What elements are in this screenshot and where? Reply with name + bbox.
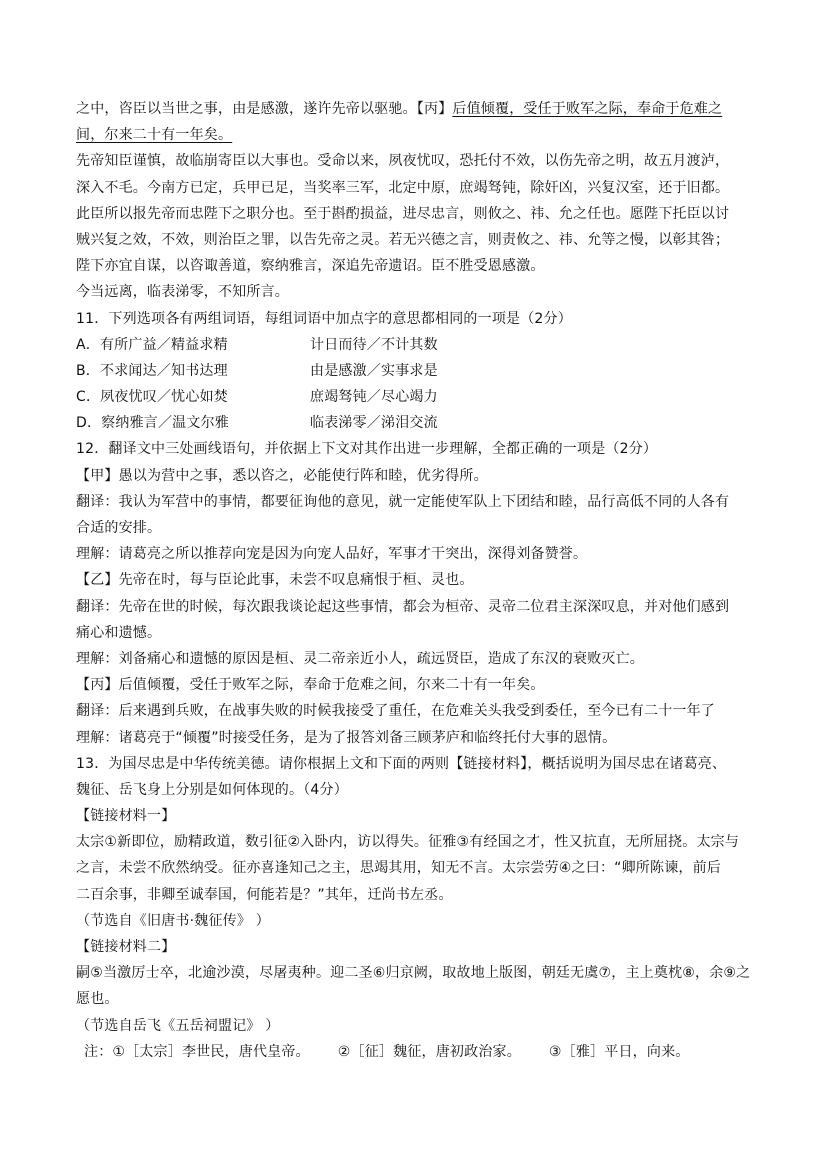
underlined-sentence: 间，尔来二十有一年矣。 xyxy=(76,127,233,144)
footnote-prefix: 注： xyxy=(84,1043,113,1060)
question-13-stem: 13．为国尽忠是中华传统美德。请你根据上文和下面的两则【链接材料】，概括说明为国尽忠在诸葛亮、 xyxy=(76,755,727,772)
translation-yi: 翻译：先帝在世的时候，每次跟我谈论起这些事情，都会为桓帝、灵帝二位君主深深叹息，并对他们感到 xyxy=(76,598,730,615)
material-1-line: 太宗①新即位，励精政道，数引征②入卧内，访以得失。征雅③有经国之才，性又抗直，无所屈挠。太宗与 xyxy=(76,834,740,851)
material-1-line: 之言，未尝不欣然纳受。征亦喜逢知己之主，思竭其用，知无不言。太宗尝劳④之曰：“卿所陈谏，前后 xyxy=(76,860,722,877)
document-page xyxy=(76,96,756,1065)
material-2-title: 【链接材料二】 xyxy=(76,939,176,955)
understanding-bing: 理解：诸葛亮于“倾覆”时接受任务，是为了报答刘备三顾茅庐和临终托付大事的恩情。 xyxy=(76,729,617,746)
passage-line: 陛下亦宜自谋，以咨诹善道，察纳雅言，深追先帝遗诏。臣不胜受恩感激。 xyxy=(76,258,545,275)
footnote-2: ②［征］魏征，唐初政治家。 xyxy=(337,1043,521,1060)
material-1-source: （节选自《旧唐书·魏征传》 ） xyxy=(76,912,270,929)
question-13-stem-cont: 魏征、岳飞身上分别是如何体现的。（4分） xyxy=(76,781,348,798)
understanding-yi: 理解：刘备痛心和遗憾的原因是桓、灵二帝亲近小人，疏远贤臣，造成了东汉的衰败灭亡。 xyxy=(76,650,644,667)
option-row xyxy=(76,384,756,410)
understanding-jia: 理解：请葛亮之所以推荐向宠是因为向宠人品好，军事才干突出，深得刘备赞誉。 xyxy=(76,546,588,563)
material-1-title: 【链接材料一】 xyxy=(76,808,176,825)
passage-line xyxy=(76,96,756,122)
option-row xyxy=(76,358,756,384)
option-c-left: C．夙夜忧叹／忧心如焚 xyxy=(76,389,228,406)
translation-jia: 翻译：我认为军营中的事情，都要征询他的意见，就一定能使军队上下团结和睦，品行高低不同的人各有 xyxy=(76,493,730,510)
passage-line: 今当远离，临表涕零，不知所言。 xyxy=(76,284,289,301)
option-b-right: 由是感激／实事求是 xyxy=(310,362,438,379)
material-1-line: 二百余事，非卿至诚奉国，何能若是？”其年，迁尚书左丞。 xyxy=(76,886,453,903)
translation-bing: 翻译：后来遇到兵败，在战事失败的时候我接受了重任，在危难关头我受到委任，至今已有二十一年了 xyxy=(76,703,715,720)
question-11-stem: 11．下列选项各有两组词语，每组词语中加点字的意思都相同的一项是（2分） xyxy=(76,310,572,327)
translation-yi-cont: 痛心和遗憾。 xyxy=(76,624,162,641)
sentence-bing: 【丙】后值倾覆，受任于败军之际，奉命于危难之间，尔来二十有一年矣。 xyxy=(76,677,545,694)
passage-line: 先帝知臣谨慎，故临崩寄臣以大事也。受命以来，夙夜忧叹，恐托付不效，以伤先帝之明，故五月渡泸， xyxy=(76,153,730,170)
passage-text: 之中，咨臣以当世之事，由是感激，遂许先帝以驱驰。【丙】 xyxy=(76,101,453,117)
option-row xyxy=(76,332,756,358)
option-a-left: A．有所广益／精益求精 xyxy=(76,336,228,353)
option-b-left: B．不求闻达／知书达理 xyxy=(76,362,228,379)
option-a-right: 计日而待／不计其数 xyxy=(310,336,438,353)
sentence-yi: 【乙】先帝在时，每与臣论此事，未尝不叹息痛恨于桓、灵也。 xyxy=(76,572,474,589)
material-2-line: 愿也。 xyxy=(76,991,119,1008)
sentence-jia: 【甲】愚以为营中之事，悉以咨之，必能使行阵和睦，优劣得所。 xyxy=(76,467,488,484)
option-c-right: 庶竭驽钝／尽心竭力 xyxy=(310,389,438,406)
question-12-stem: 12．翻译文中三处画线语句，并依据上下文对其作出进一步理解，全都正确的一项是（2分） xyxy=(76,441,658,458)
option-d-right: 临表涕零／涕泪交流 xyxy=(310,415,438,432)
material-2-source: （节选自岳飞《五岳祠盟记》 ） xyxy=(76,1017,280,1034)
footnotes xyxy=(76,1039,756,1065)
passage-line: 贼兴复之效，不效，则治臣之罪，以告先帝之灵。若无兴德之言，则责攸之、祎、允等之慢，以彰其咎； xyxy=(76,231,730,248)
translation-jia-cont: 合适的安排。 xyxy=(76,520,162,536)
passage-line: 此臣所以报先帝而忠陛下之职分也。至于斟酌损益，进尽忠言，则攸之、祎、允之任也。愿陛下托臣以讨 xyxy=(76,205,730,222)
underlined-sentence: 后值倾覆，受任于败军之际，奉命于危难之 xyxy=(452,101,723,117)
footnote-3: ③［雅］平日，向来。 xyxy=(548,1043,690,1060)
passage-line: 深入不毛。今南方已定，兵甲已足，当奖率三军，北定中原，庶竭驽钝，除奸凶，兴复汉室，还于旧都。 xyxy=(76,179,730,196)
footnote-1: ①［太宗］李世民，唐代皇帝。 xyxy=(112,1043,310,1060)
passage-line xyxy=(76,122,756,148)
option-d-left: D．察纳雅言／温文尔雅 xyxy=(76,415,229,432)
material-2-line: 嗣⑤当激厉士卒，北逾沙漠，尽屠夷种。迎二圣⑥归京阙，取故地上版图，朝廷无虞⑦，主上奠枕⑧，余⑨之 xyxy=(76,965,751,982)
option-row xyxy=(76,410,756,436)
